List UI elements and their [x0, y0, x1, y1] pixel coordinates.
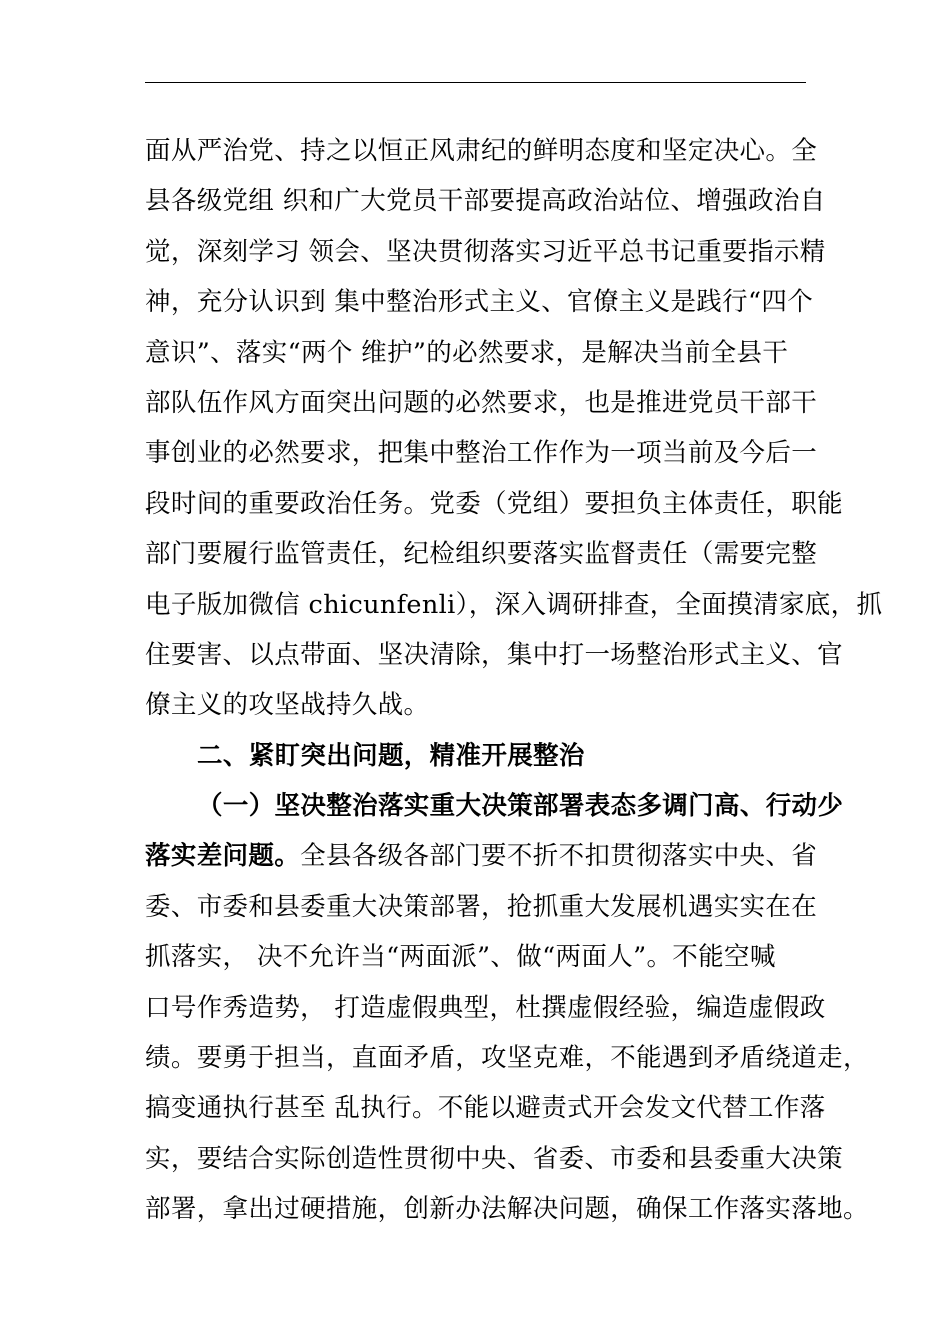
- body-line: [145, 831, 818, 881]
- body-line: 觉，深刻学习 领会、坚决贯彻落实习近平总书记重要指示精: [145, 236, 826, 267]
- body-line: 电子版加微信 chicunfenli），深入调研排查，全面摸清家底，抓: [145, 589, 883, 620]
- header-rule: [145, 82, 806, 83]
- body-line: 绩。要勇于担当，直面矛盾，攻坚克难，不能遇到矛盾绕道走，: [145, 1043, 869, 1074]
- body-line: 事创业的必然要求，把集中整治工作作为一项当前及今后一: [145, 438, 818, 469]
- body-line: 抓落实， 决不允许当“两面派”、做“两面人”。不能空喊: [145, 942, 776, 973]
- body-line: 住要害、以点带面、坚决清除，集中打一场整治形式主义、官: [145, 639, 843, 670]
- subsection-heading-end: 落实差问题。: [145, 841, 301, 872]
- body-line: 部署，拿出过硬措施，创新办法解决问题，确保工作落实落地。: [145, 1194, 869, 1225]
- body-line: 委、市委和县委重大决策部署，抢抓重大发展机遇实实在在: [145, 891, 818, 922]
- body-line: 段时间的重要政治任务。党委（党组）要担负主体责任，职能: [145, 488, 843, 519]
- body-line: 搞变通执行甚至 乱执行。不能以避责式开会发文代替工作落: [145, 1093, 826, 1124]
- body-line: 实，要结合实际创造性贯彻中央、省委、市委和县委重大决策: [145, 1143, 843, 1174]
- document-body: [145, 126, 883, 1235]
- subsection-heading: （一）坚决整治落实重大决策部署表态多调门高、行动少: [197, 791, 844, 822]
- body-line: 僚主义的攻坚战持久战。: [145, 690, 430, 721]
- body-line: 意识”、落实“两个 维护”的必然要求，是解决当前全县干: [145, 337, 789, 368]
- body-line: 部门要履行监管责任，纪检组织要落实监督责任（需要完整: [145, 539, 818, 570]
- section-heading: 二、紧盯突出问题，精准开展整治: [197, 740, 585, 771]
- body-line: 口号作秀造势， 打造虚假典型，杜撰虚假经验，编造虚假政: [145, 992, 826, 1023]
- body-line: 面从严治党、持之以恒正风肃纪的鲜明态度和坚定决心。全: [145, 136, 818, 166]
- body-line: 部队伍作风方面突出问题的必然要求，也是推进党员干部干: [145, 387, 818, 418]
- body-text: 全县各级各部门要不折不扣贯彻落实中央、省: [300, 841, 818, 872]
- body-line: 神，充分认识到 集中整治形式主义、官僚主义是践行“四个: [145, 287, 814, 318]
- body-line: 县各级党组 织和广大党员干部要提高政治站位、增强政治自: [145, 186, 826, 217]
